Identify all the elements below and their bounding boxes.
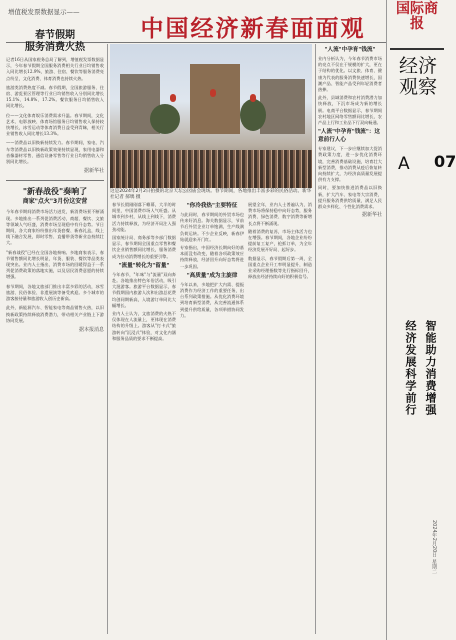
divider <box>315 44 316 634</box>
paragraph: 此外，县域消费和农村消费潜力加快释放，下沉市场成为新的增长极。电商平台数据显示，春节期间农村地区网络零售额同比增长，农产品上行和工业品下行双向畅通。 <box>318 95 382 126</box>
paragraph: 业内人士认为，文旅消费的火热不仅体现在人流量上，更体现在消费结构的升级上。游客从"打卡式"旅游转向"沉浸式"体验，对文化内涵和服务品质的要求不断提高。 <box>112 311 176 341</box>
lantern-icon <box>170 94 176 102</box>
article-heading: 春节假期 <box>35 30 75 41</box>
subheading: "流量"转化为"留量" <box>118 262 170 269</box>
paragraph: "新春战役"已经在全国各地奏响。多地商家表示，春节销售额同比增长明显，年货、服装、餐饮等品类表现突出。业内人士指出，消费市场的回暖得益于一系列促消费政策的落地实施，以及居民消费意愿的持续增强。 <box>6 249 104 280</box>
paragraph: 随着消费的复苏，市场主体活力也在增强。春节期间，各地企业纷纷提前复工复产，抢抓订单，为全年经济发展开好局、起好步。 <box>248 228 312 253</box>
news-photo <box>110 44 312 188</box>
byline: 据本报消息 <box>78 326 104 333</box>
tree-shape <box>240 99 266 131</box>
right-column <box>318 44 382 634</box>
paragraph: 春节长假刚刚落下帷幕，大半的时间里，中国消费市场人气旺盛。从城市到乡村，从线上到线下，消费活力持续释放，为经济开局注入强劲动能。 <box>112 202 176 232</box>
divider <box>6 180 104 181</box>
left-column <box>6 30 104 634</box>
divider <box>386 0 387 640</box>
byline: 据新华社 <box>361 212 382 219</box>
article-heading: "新春战役"奏响了 <box>22 187 88 197</box>
paragraph: 今年春节，"年味"与"流量"双向奔赴。各地推出特色年俗活动，吸引大批游客。旅游平台数据显示，春节假期国内旅游人次和出游总花费均创同期新高，入境游订单同比大幅增长。 <box>112 271 176 308</box>
paragraph: ——消费品以旧换新持续发力。春节期间，家电、汽车等消费品以旧换新政策效果持续显现，家用电器和音像器材零售、通信设备零售等行业日均销售收入分别同比增长。 <box>6 140 104 165</box>
column-title: 经济观察 <box>398 55 437 98</box>
lantern-icon <box>250 94 256 102</box>
photo-caption: 这是2024年2月2日拍摄的北京天坛公园庙会现场。春节期间，各地推出丰富多彩的民俗活动。新华社记者 郝瑀 摄 <box>110 189 312 200</box>
paragraph: 今年以来，多地把扩大内需、提振消费作为经济工作的重要任务，出台系列政策措施。从优化消费环境到培育新型消费，从完善流通体系到提升供给质量，各项举措协同发力。 <box>180 281 244 318</box>
paragraph: 记者16日从国家税务总局了解到，增值税发票数据显示，今年春节假期全国服务消费相关行业日均销售收入同比增长12.9%，旅游、住宿、餐饮等服务消费亮点纷呈，文化消费、体育消费也持续火热。 <box>6 57 104 81</box>
publication-date: 2024年2月20日 星期二 <box>431 520 437 574</box>
building-shape <box>190 64 240 134</box>
paragraph: 业内分析认为，今年春节消费市场的亮点不仅在于规模的扩大，更在于结构的优化。以文旅、体育、健康为代表的服务消费快速增长，国潮产品、智能产品受到年轻消费者热捧。 <box>318 56 382 93</box>
lantern-icon <box>210 89 216 97</box>
section-letter: A <box>398 154 410 174</box>
crowd-shape <box>110 150 312 188</box>
page-number: 07 <box>434 152 456 171</box>
paragraph: 数据显示，春节假期后第一周，全国重点企业开工率明显提升，制造业采购经理指数等先行指标回升，释放出经济持续向好的积极信号。 <box>248 255 312 280</box>
paragraph: 此外，新能源汽车、智能家电等商品销售火热，以旧换新政策持续释放消费潜力，带动相关产业链上下游协同发展。 <box>6 305 104 323</box>
paragraph: 专家建议，下一步应继续加大促消费政策力度，进一步优化消费环境，完善消费基础设施，培育壮大新型消费，推动消费从疫后恢复转向持续扩大，为经济高质量发展提供有力支撑。 <box>318 146 382 183</box>
feature-heading: 经济发展科学前行 <box>404 320 417 416</box>
article-subheading: 服务消费火热 <box>25 42 85 53</box>
subheading: "你冷我热"主要特征 <box>186 203 238 209</box>
article-subheading: 商家"点火"3月份这安营 <box>22 198 88 206</box>
paragraph: 专家指出，中国经济长期向好的基本面没有改变，随着各项政策效应持续释放，经济回升向好态势将进一步巩固。 <box>180 245 244 269</box>
divider <box>107 44 108 634</box>
paragraph: 位——文化体育娱乐消费需求升温。春节期间，文化艺术、电影放映、体育场馆服务日均销售收入保持较快增长，冰雪运动等体育消费日益受到青睐，相关行业销售收入同比增长13.3%。 <box>6 112 104 137</box>
paragraph: 春节期间，各地文旅部门推出丰富多彩的活动，冰雪旅游、民俗体验、非遗展演等备受欢迎。多个城市的游客接待量和旅游收入创历史新高。 <box>6 283 104 302</box>
middle-column-2 <box>180 200 244 630</box>
byline: 据新华社 <box>83 168 104 175</box>
paragraph: 国家统计局、商务部等多部门数据显示，春节期间全国重点零售和餐饮企业销售额同比增长，服务消费成为拉动消费增长的重要引擎。 <box>112 235 176 259</box>
paragraph: 同时，要加快推进消费品以旧换新，扩大汽车、家电等大宗消费，提升服务消费供给质量，满足人民群众多样化、个性化消费需求。 <box>318 185 382 210</box>
subheading: "人流"中孕育"钱流"：这意前行人心 <box>318 129 381 144</box>
divider <box>390 48 444 50</box>
building-shape <box>260 79 305 134</box>
subheading: "高质量"成为主旋律 <box>186 272 238 279</box>
middle-column-1 <box>112 200 176 630</box>
tree-shape <box>150 104 180 134</box>
kicker: 增值税发票数据显示—— <box>8 8 80 16</box>
paragraph: 今年春节期间消费市场活力迸发，新消费场景不断涌现。多地推出一系列促消费活动，商超、餐饮、文旅等领域人气旺盛，消费市场呈现稳中有升态势。节日期间，各大商家纷纷推出年货套餐、新春礼盒，线上线下融合发展，即时零售、直播带货等新业态持续壮大。 <box>6 209 104 246</box>
subheading: "人流"中孕育"钱流" <box>324 47 376 53</box>
newspaper-logo: 国际商报 <box>396 1 438 32</box>
paragraph: 旅游类消费热度不减。春节假期，全国旅游服务、住宿、游览景区管理等行业日均销售收入分别同比增长15.1%、14.8%、17.2%。餐饮服务日均销售收入同比增长。 <box>6 84 104 109</box>
paragraph: 与此同时，春节期间的外贸市场也传来好消息。海关数据显示，节前节后外贸企业订单饱满，生产线满负荷运转。不少企业反映，新春伊始就迎来开门红。 <box>180 212 244 242</box>
middle-column-3 <box>248 200 312 630</box>
feature-heading: 智能助力消费增强 <box>424 320 437 416</box>
page-headline: 中国经济新春面面观 <box>140 15 366 42</box>
paragraph: 展望全年，业内人士普遍认为，消费市场将保持稳中向好态势，服务消费、绿色消费、数字消费等新增长点将不断涌现。 <box>248 202 312 226</box>
